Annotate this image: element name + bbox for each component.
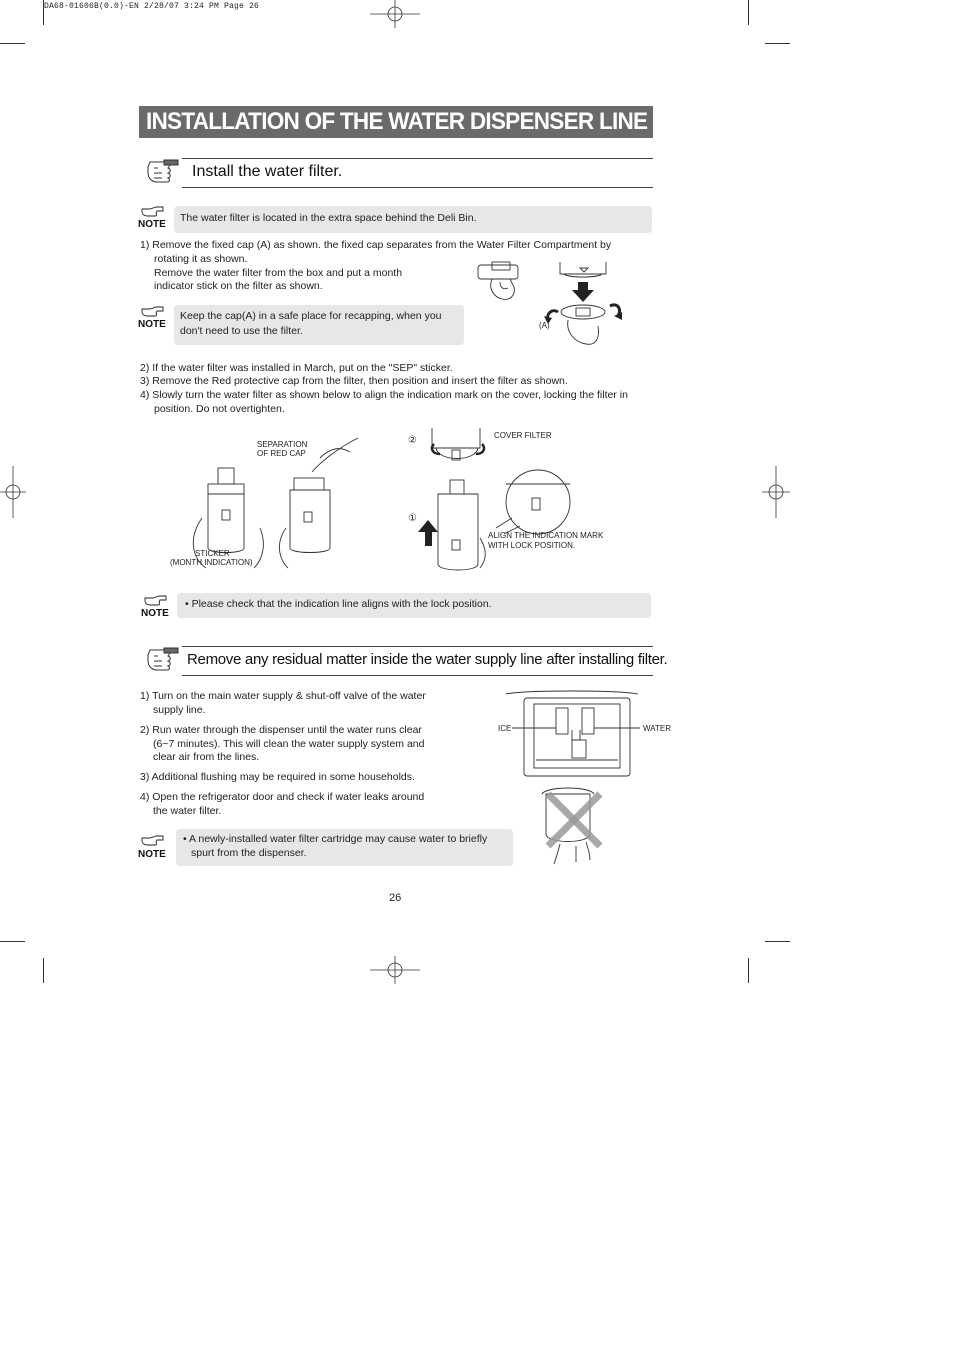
note-text: • Please check that the indication line aligns with the lock position. — [185, 598, 492, 610]
section-rule-top — [182, 646, 653, 647]
note-label: NOTE — [141, 608, 169, 619]
title-bar — [139, 106, 653, 138]
figure-label-a: (A) — [539, 321, 550, 330]
step-4-line-2: position. Do not overtighten. — [154, 403, 285, 415]
note-label: NOTE — [138, 849, 166, 860]
caption-align-line-2: WITH LOCK POSITION. — [488, 541, 576, 550]
flush-step-2-line-1: 2) Run water through the dispenser until the water runs clear — [140, 724, 422, 736]
dispenser-figure — [500, 690, 650, 870]
page-title: INSTALLATION OF THE WATER DISPENSER LINE — [146, 108, 648, 135]
section-heading: Install the water filter. — [192, 163, 343, 180]
note-box — [176, 829, 513, 866]
flush-step-4-line-1: 4) Open the refrigerator door and check if water leaks around — [140, 791, 425, 803]
note-hand-icon — [141, 206, 165, 218]
cap-removal-figure — [470, 260, 650, 350]
caption-water: WATER — [643, 724, 671, 733]
step-3: 3) Remove the Red protective cap from the filter, then position and insert the filter as shown. — [140, 375, 568, 387]
caption-separation-line-2: OF RED CAP — [257, 449, 306, 458]
note-hand-icon — [144, 595, 168, 607]
pointing-hand-icon — [146, 644, 180, 676]
flush-step-2-line-3: clear air from the lines. — [153, 751, 260, 763]
caption-separation-line-1: SEPARATION — [257, 440, 308, 449]
flush-step-3: 3) Additional flushing may be required in some households. — [140, 771, 415, 783]
note-text-line-1: Keep the cap(A) in a safe place for recapping, when you — [180, 310, 442, 322]
caption-sticker-line-1: STICKER — [195, 549, 230, 558]
step-marker-1: ① — [408, 513, 417, 524]
section-rule-top — [182, 158, 653, 159]
section-rule-bottom — [182, 675, 653, 676]
step-4-line-1: 4) Slowly turn the water filter as shown below to align the indication mark on the cover, locking the filter in — [140, 389, 628, 401]
note-hand-icon — [141, 835, 165, 847]
note-text-line-1: • A newly-installed water filter cartridge may cause water to briefly — [183, 833, 488, 845]
section-rule-bottom — [182, 187, 653, 188]
note-box — [177, 593, 651, 618]
step-1-line-3: Remove the water filter from the box and put a month — [154, 267, 403, 279]
note-box — [174, 206, 652, 233]
caption-sticker-line-2: (MONTH INDICATION) — [170, 558, 253, 567]
flush-step-1-line-2: supply line. — [153, 704, 206, 716]
caption-cover-filter: COVER FILTER — [494, 431, 552, 440]
step-1-line-2: rotating it as shown. — [154, 253, 248, 265]
flush-step-2-line-2: (6~7 minutes). This will clean the water supply system and — [153, 738, 425, 750]
step-1-line-4: indicator stick on the filter as shown. — [154, 280, 323, 292]
note-box — [174, 305, 464, 345]
page-number: 26 — [389, 892, 402, 904]
pointing-hand-icon — [146, 156, 180, 188]
flush-step-4-line-2: the water filter. — [153, 805, 222, 817]
caption-ice: ICE — [498, 724, 512, 733]
note-text-line-2: don't need to use the filter. — [180, 325, 303, 337]
note-text-line-2: spurt from the dispenser. — [191, 847, 307, 859]
print-header: DA68-01606B(0.0)-EN 2/28/07 3:24 PM Page 26 — [44, 2, 260, 11]
note-text: The water filter is located in the extra space behind the Deli Bin. — [180, 212, 477, 224]
step-marker-2: ② — [408, 435, 417, 446]
step-2: 2) If the water filter was installed in March, put on the "SEP" sticker. — [140, 362, 453, 374]
note-label: NOTE — [138, 219, 166, 230]
note-hand-icon — [141, 306, 165, 318]
flush-step-1-line-1: 1) Turn on the main water supply & shut-off valve of the water — [140, 690, 426, 702]
step-1-line-1: 1) Remove the fixed cap (A) as shown. the fixed cap separates from the Water Filter Compartment by — [140, 239, 612, 251]
note-label: NOTE — [138, 319, 166, 330]
caption-align-line-1: ALIGN THE INDICATION MARK — [488, 531, 604, 540]
section-heading: Remove any residual matter inside the water supply line after installing filter. — [187, 651, 668, 668]
